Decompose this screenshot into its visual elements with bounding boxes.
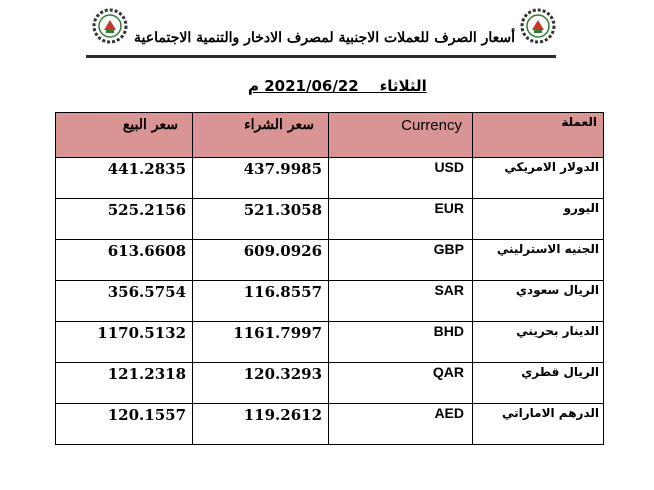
currency-code-cell: AED bbox=[329, 404, 473, 445]
currency-code-cell: EUR bbox=[329, 199, 473, 240]
currency-name-cell: الدولار الامريكي bbox=[473, 158, 604, 199]
sell-cell: 525.2156 bbox=[56, 199, 193, 240]
sell-cell: 1170.5132 bbox=[56, 322, 193, 363]
buy-cell: 437.9985 bbox=[193, 158, 329, 199]
date-value: 2021/06/22 bbox=[264, 77, 359, 95]
column-header-sell: سعر البيع bbox=[56, 113, 193, 158]
currency-name-cell: الريال قطري bbox=[473, 363, 604, 404]
table-header-row bbox=[56, 113, 604, 158]
currency-name-cell: الجنيه الاسترليني bbox=[473, 240, 604, 281]
date-day: الثلاثاء bbox=[379, 77, 427, 95]
currency-name-cell: اليورو bbox=[473, 199, 604, 240]
currency-code-cell: GBP bbox=[329, 240, 473, 281]
buy-cell: 120.3293 bbox=[193, 363, 329, 404]
table-row bbox=[56, 281, 604, 322]
sell-cell: 120.1557 bbox=[56, 404, 193, 445]
table-row bbox=[56, 240, 604, 281]
page-title: أسعار الصرف للعملات الاجنبية لمصرف الادخار والتنمية الاجتماعية bbox=[134, 30, 515, 46]
currency-code-cell: BHD bbox=[329, 322, 473, 363]
column-header-name: العملة bbox=[473, 113, 604, 158]
currency-code-cell: SAR bbox=[329, 281, 473, 322]
sell-cell: 613.6608 bbox=[56, 240, 193, 281]
sell-cell: 356.5754 bbox=[56, 281, 193, 322]
buy-cell: 1161.7997 bbox=[193, 322, 329, 363]
table-row bbox=[56, 404, 604, 445]
buy-cell: 116.8557 bbox=[193, 281, 329, 322]
buy-cell: 521.3058 bbox=[193, 199, 329, 240]
column-header-currency: Currency bbox=[329, 113, 473, 158]
table-row bbox=[56, 199, 604, 240]
date-line bbox=[248, 77, 427, 95]
exchange-rates-table bbox=[55, 112, 604, 445]
buy-cell: 609.0926 bbox=[193, 240, 329, 281]
buy-cell: 119.2612 bbox=[193, 404, 329, 445]
currency-code-cell: USD bbox=[329, 158, 473, 199]
sell-cell: 121.2318 bbox=[56, 363, 193, 404]
currency-name-cell: الريال سعودي bbox=[473, 281, 604, 322]
table-row bbox=[56, 322, 604, 363]
table-row bbox=[56, 158, 604, 199]
title-underline bbox=[86, 55, 556, 58]
column-header-buy: سعر الشراء bbox=[193, 113, 329, 158]
bank-logo-icon bbox=[92, 8, 128, 44]
table-row bbox=[56, 363, 604, 404]
bank-logo-icon bbox=[520, 8, 556, 44]
sell-cell: 441.2835 bbox=[56, 158, 193, 199]
currency-name-cell: الدينار بحريني bbox=[473, 322, 604, 363]
currency-name-cell: الدرهم الاماراتي bbox=[473, 404, 604, 445]
currency-code-cell: QAR bbox=[329, 363, 473, 404]
date-suffix: م bbox=[248, 77, 259, 95]
